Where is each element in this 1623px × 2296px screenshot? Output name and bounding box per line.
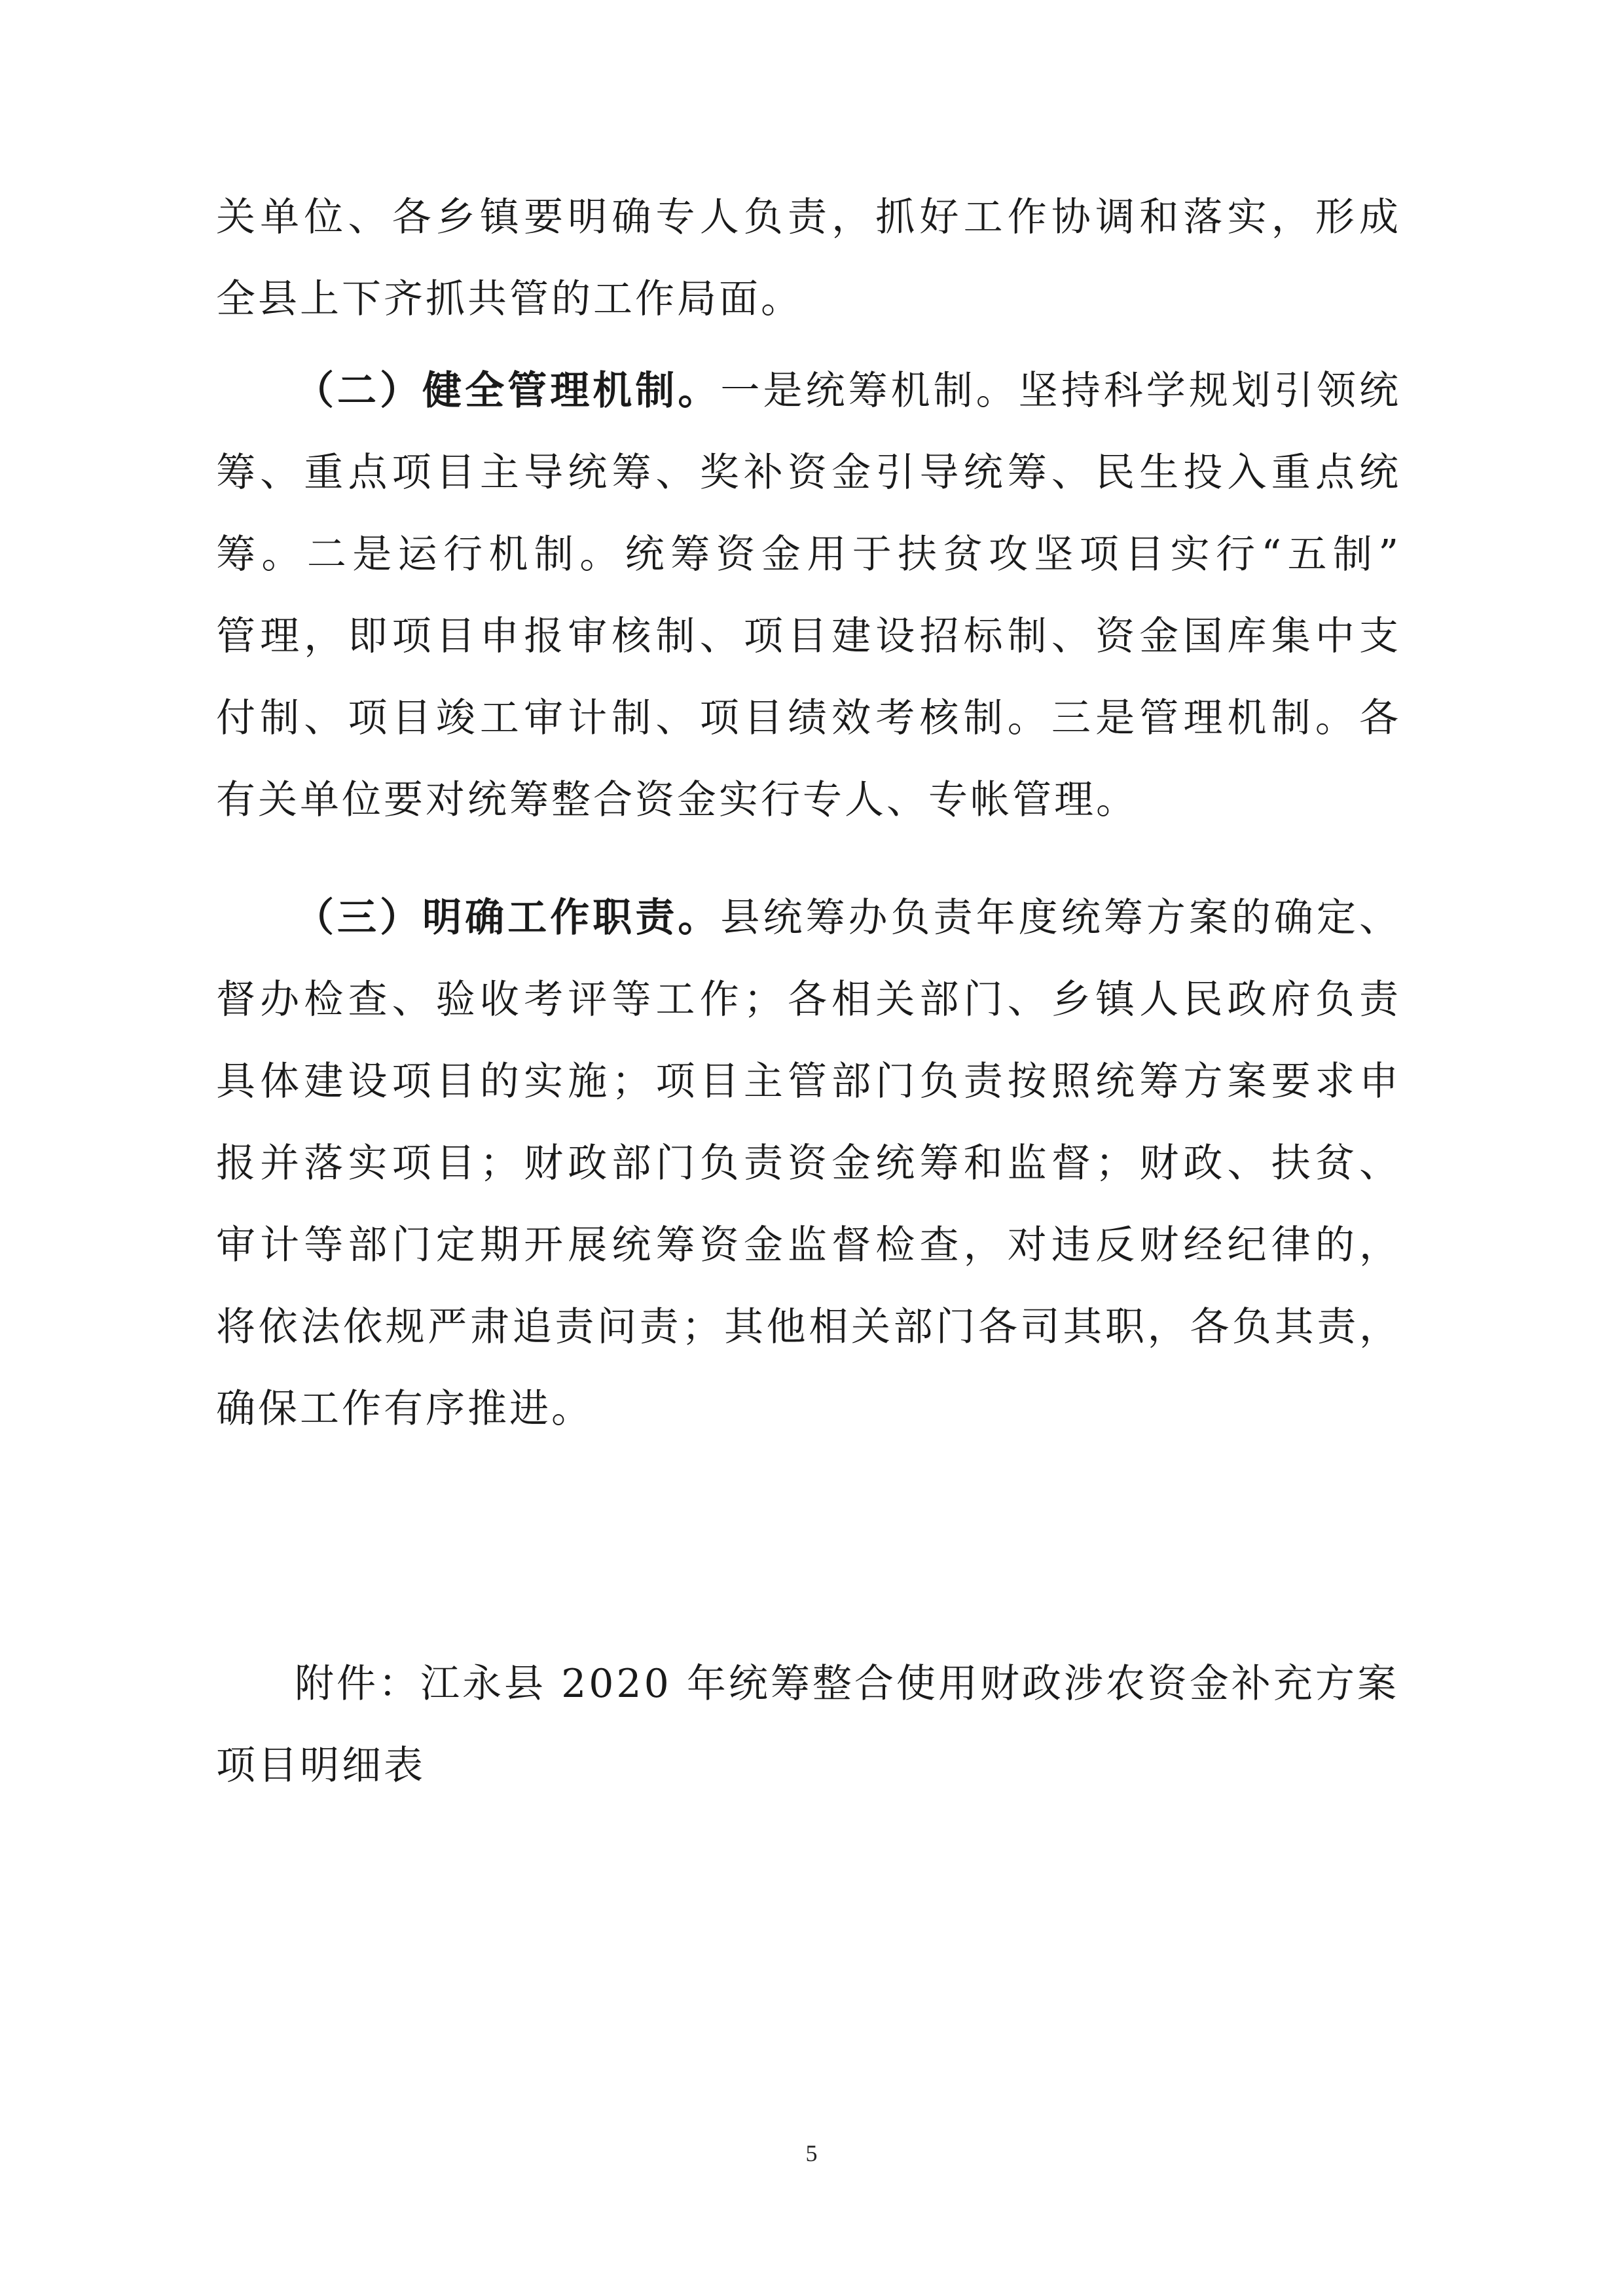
paragraph-1 [216,177,1401,340]
paragraph-first-line [216,877,1401,959]
paragraph-line: 筹。二是运行机制。统筹资金用于扶贫攻坚项目实行“五制” [216,532,1401,577]
paragraph-line: 管理，即项目申报审核制、项目建设招标制、资金国库集中支 [216,613,1401,659]
paragraph-line: 具体建设项目的实施；项目主管部门负责按照统筹方案要求申 [216,1059,1401,1104]
attachment-line-1: 附件：江永县 2020 年统筹整合使用财政涉农资金补充方案 [295,1661,1399,1707]
paragraph-text: 一是统筹机制。坚持科学规划引领统 [720,368,1402,414]
paragraph-line: 有关单位要对统筹整合资金实行专人、专帐管理。 [216,777,1138,823]
paragraph-line: 审计等部门定期开展统筹资金监督检查，对违反财经纪律的， [216,1222,1401,1268]
section-heading: （三）明确工作职责。 [295,895,721,941]
section-heading: （二）健全管理机制。 [295,368,721,414]
paragraph-first-line [216,350,1401,432]
paragraph-line: 筹、重点项目主导统筹、奖补资金引导统筹、民生投入重点统 [216,450,1401,496]
paragraph-line: 将依法依规严肃追责问责；其他相关部门各司其职，各负其责， [216,1304,1401,1350]
attachment-note [216,1643,1401,1807]
paragraph-text: 县统筹办负责年度统筹方案的确定、 [720,895,1402,941]
paragraph-line: 确保工作有序推进。 [216,1386,593,1432]
paragraph-line: 付制、项目竣工审计制、项目绩效考核制。三是管理机制。各 [216,695,1401,741]
attachment-line-2: 项目明细表 [216,1743,426,1789]
paragraph-line: 关单位、各乡镇要明确专人负责，抓好工作协调和落实，形成 [216,194,1401,240]
paragraph-3 [216,877,1401,1450]
page-number: 5 [805,2140,818,2166]
paragraph-line: 督办检查、验收考评等工作；各相关部门、乡镇人民政府负责 [216,977,1401,1023]
paragraph-2 [216,350,1401,841]
paragraph-line: 全县上下齐抓共管的工作局面。 [216,276,803,322]
paragraph-line: 报并落实项目；财政部门负责资金统筹和监督；财政、扶贫、 [216,1140,1401,1186]
